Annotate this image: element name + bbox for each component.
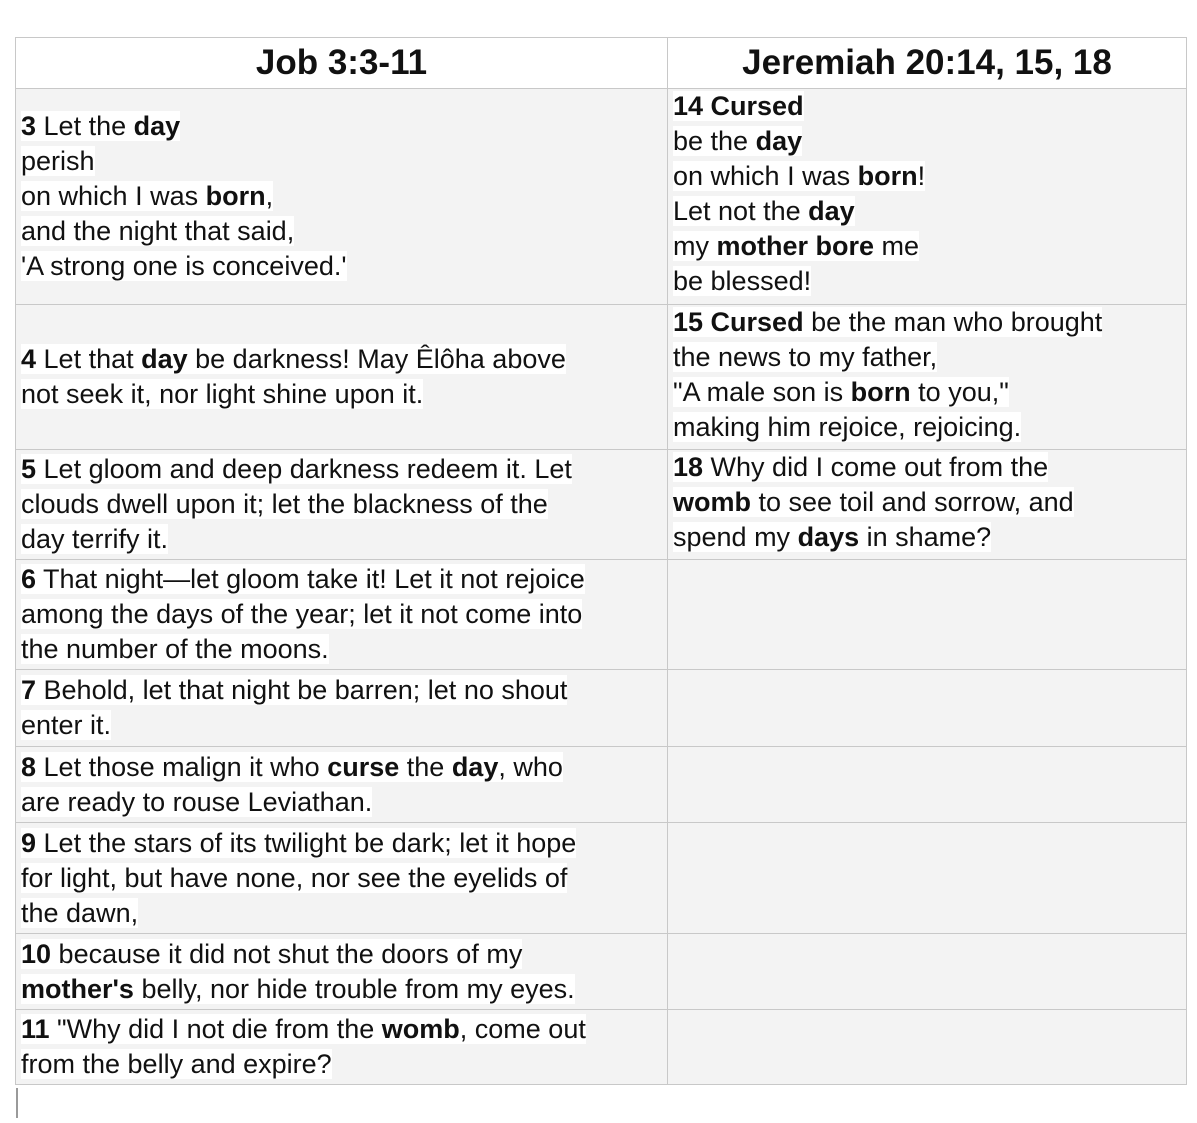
verse-line xyxy=(673,89,1181,124)
cell-jeremiah-verse[interactable] xyxy=(668,450,1187,560)
emphasized-word: 3 xyxy=(21,111,37,141)
verse-text: "Why did I not die from the xyxy=(49,1014,382,1044)
table-row xyxy=(16,670,1187,747)
header-job[interactable]: Job 3:3-11 xyxy=(16,38,668,89)
verse-line xyxy=(673,340,1181,375)
verse-line xyxy=(21,826,662,861)
emphasized-word: day xyxy=(755,126,803,156)
verse-line-text xyxy=(21,454,572,484)
emphasized-word: 8 xyxy=(21,751,37,782)
verse-text: the xyxy=(399,751,452,782)
verse-line xyxy=(21,214,662,249)
verse-text: on which I was xyxy=(673,161,858,191)
verse-line-text xyxy=(21,898,138,928)
verse-line-text xyxy=(673,266,811,296)
emphasized-word: 11 xyxy=(21,1014,50,1044)
cell-job-verse[interactable] xyxy=(16,934,668,1010)
verse-line xyxy=(21,1047,662,1082)
cell-jeremiah-verse[interactable] xyxy=(668,670,1187,747)
header-row xyxy=(16,38,1187,89)
verse-text: the dawn, xyxy=(21,897,139,928)
verse-line-text xyxy=(21,710,111,740)
cell-job-verse[interactable] xyxy=(16,305,668,450)
verse-line-text xyxy=(673,91,804,121)
verse-text: because it did not shut the doors of my xyxy=(51,938,523,969)
verse-line xyxy=(21,972,662,1007)
verse-line-text xyxy=(673,161,925,191)
emphasized-word: 10 xyxy=(21,938,52,969)
verse-line-text xyxy=(673,487,1074,517)
table-row xyxy=(16,1010,1187,1085)
verse-line xyxy=(21,597,662,632)
verse-line-text xyxy=(21,146,95,176)
verse-line xyxy=(673,159,1181,194)
cell-job-verse[interactable] xyxy=(16,89,668,305)
table-row xyxy=(16,934,1187,1010)
verse-line-text xyxy=(673,307,1102,337)
verse-line-text xyxy=(21,675,567,705)
verse-line xyxy=(21,144,662,179)
verse-line xyxy=(21,249,662,284)
verse-line-text xyxy=(21,939,522,969)
verse-line xyxy=(21,487,662,522)
emphasized-word: born xyxy=(857,161,918,191)
verse-line-text xyxy=(673,196,855,226)
verse-line-text xyxy=(21,251,347,281)
verse-line-text xyxy=(21,828,576,858)
verse-line-text xyxy=(21,344,566,374)
verse-line-text xyxy=(673,452,1048,482)
verse-line-text xyxy=(21,489,548,519)
verse-line xyxy=(21,937,662,972)
verse-text: Let those malign it who xyxy=(36,751,328,782)
cell-job-verse[interactable] xyxy=(16,823,668,934)
verse-text: Let that xyxy=(36,344,142,374)
verse-text: not seek it, nor light shine upon it. xyxy=(21,379,424,409)
cell-jeremiah-verse[interactable] xyxy=(668,747,1187,823)
emphasized-word: 5 xyxy=(21,454,37,484)
verse-line xyxy=(21,673,662,708)
verse-text: Let the stars of its twilight be dark; let it hope xyxy=(36,827,577,858)
verse-line xyxy=(21,632,662,667)
verse-text: and the night that said, xyxy=(21,216,295,246)
emphasized-word: 6 xyxy=(21,564,37,594)
verse-line xyxy=(673,194,1181,229)
verse-line xyxy=(673,264,1181,299)
verse-line-text xyxy=(21,974,575,1004)
emphasized-word: born xyxy=(850,377,911,407)
verse-line xyxy=(673,520,1181,555)
verse-text: Behold, let that night be barren; let no shout xyxy=(36,675,568,705)
verse-line xyxy=(21,179,662,214)
emphasized-word: 7 xyxy=(21,675,37,705)
verse-text: , xyxy=(265,181,274,211)
verse-text: 'A strong one is conceived.' xyxy=(21,251,347,281)
verse-line xyxy=(673,485,1181,520)
verse-line xyxy=(21,342,662,377)
verse-text: me xyxy=(874,231,920,261)
cell-job-verse[interactable] xyxy=(16,747,668,823)
verse-line-text xyxy=(673,342,937,372)
verse-text: be blessed! xyxy=(673,266,812,296)
verse-text: among the days of the year; let it not come into xyxy=(21,599,583,629)
verse-line xyxy=(673,410,1181,445)
verse-text: the news to my father, xyxy=(673,342,938,372)
verse-line-text xyxy=(21,599,582,629)
verse-line xyxy=(673,450,1181,485)
emphasized-word: womb xyxy=(381,1014,460,1044)
cell-jeremiah-verse[interactable] xyxy=(668,305,1187,450)
verse-text: Let the xyxy=(36,111,134,141)
verse-line xyxy=(21,750,662,785)
cell-jeremiah-verse[interactable] xyxy=(668,1010,1187,1085)
verse-text: day terrify it. xyxy=(21,524,169,554)
verse-text: for light, but have none, nor see the eyelids of xyxy=(21,862,568,893)
emphasized-word: born xyxy=(205,181,266,211)
verse-text: That night—let gloom take it! Let it not rejoice xyxy=(36,564,585,594)
verse-text: my xyxy=(673,231,717,261)
verse-text: be the xyxy=(673,126,756,156)
cell-jeremiah-verse[interactable] xyxy=(668,89,1187,305)
verse-text: to see toil and sorrow, and xyxy=(751,487,1074,517)
verse-text: perish xyxy=(21,146,95,176)
verse-line xyxy=(21,1012,662,1047)
verse-line-text xyxy=(21,787,372,817)
verse-text: belly, nor hide trouble from my eyes. xyxy=(133,973,575,1004)
verse-line-text xyxy=(21,634,329,664)
emphasized-word: day xyxy=(133,111,181,141)
verse-text: , come out xyxy=(459,1014,586,1044)
table-row xyxy=(16,305,1187,450)
verse-line xyxy=(673,229,1181,264)
emphasized-word: mother bore xyxy=(716,231,875,261)
verse-text: from the belly and expire? xyxy=(21,1049,332,1079)
verse-text: spend my xyxy=(673,522,798,552)
verse-line xyxy=(673,124,1181,159)
verse-line-text xyxy=(21,1014,586,1044)
verse-line xyxy=(21,522,662,557)
verse-line xyxy=(21,708,662,743)
verse-line xyxy=(673,305,1181,340)
verse-text: clouds dwell upon it; let the blackness of the xyxy=(21,489,548,519)
table-row xyxy=(16,89,1187,305)
verse-line-text xyxy=(21,564,585,594)
verse-line-text xyxy=(673,522,991,552)
verse-text: Let not the xyxy=(673,196,809,226)
verse-text: to you," xyxy=(910,377,1009,407)
verse-line-text xyxy=(21,111,180,141)
verse-line-text xyxy=(21,524,168,554)
cell-job-verse[interactable] xyxy=(16,1010,668,1085)
verse-line-text xyxy=(21,863,567,893)
verse-line-text xyxy=(673,231,919,261)
verse-line-text xyxy=(673,412,1021,442)
verse-text: in shame? xyxy=(859,522,992,552)
verse-text: be darkness! May Êlôha above xyxy=(187,344,566,374)
emphasized-word: days xyxy=(797,522,860,552)
verse-text: "A male son is xyxy=(673,377,851,407)
verse-line-text xyxy=(21,181,273,211)
verse-text: Why did I come out from the xyxy=(703,452,1049,482)
verse-line-text xyxy=(21,379,423,409)
cell-job-verse[interactable] xyxy=(16,560,668,670)
table-row xyxy=(16,747,1187,823)
verse-text: are ready to rouse Leviathan. xyxy=(21,786,373,817)
verse-line xyxy=(21,785,662,820)
verse-line xyxy=(21,109,662,144)
verse-line xyxy=(673,375,1181,410)
verse-line-text xyxy=(21,216,294,246)
emphasized-word: curse xyxy=(327,751,400,782)
header-jeremiah[interactable]: Jeremiah 20:14, 15, 18 xyxy=(668,38,1187,89)
table-row xyxy=(16,450,1187,560)
verse-line-text xyxy=(673,126,802,156)
emphasized-word: 4 xyxy=(21,344,37,374)
comparison-table xyxy=(15,37,1187,1085)
cell-jeremiah-verse[interactable] xyxy=(668,560,1187,670)
verse-text: be the man who brought xyxy=(803,307,1103,337)
verse-text: ! xyxy=(917,161,926,191)
cell-job-verse[interactable] xyxy=(16,450,668,560)
verse-text: Let gloom and deep darkness redeem it. Let xyxy=(36,454,572,484)
table-row xyxy=(16,823,1187,934)
emphasized-word: mother's xyxy=(21,973,134,1004)
verse-text: , who xyxy=(498,751,563,782)
emphasized-word: 9 xyxy=(21,827,37,858)
emphasized-word: 14 Cursed xyxy=(673,91,804,121)
verse-text: the number of the moons. xyxy=(21,634,329,664)
verse-line xyxy=(21,377,662,412)
table-body xyxy=(16,89,1187,1085)
verse-line-text xyxy=(21,1049,332,1079)
verse-line-text xyxy=(21,752,563,782)
cell-job-verse[interactable] xyxy=(16,670,668,747)
text-cursor xyxy=(16,1088,18,1118)
emphasized-word: day xyxy=(808,196,855,226)
verse-text: enter it. xyxy=(21,710,112,740)
cell-jeremiah-verse[interactable] xyxy=(668,823,1187,934)
emphasized-word: day xyxy=(451,751,499,782)
verse-text: on which I was xyxy=(21,181,206,211)
cell-jeremiah-verse[interactable] xyxy=(668,934,1187,1010)
emphasized-word: day xyxy=(141,344,188,374)
verse-line xyxy=(21,861,662,896)
emphasized-word: 15 Cursed xyxy=(673,307,804,337)
emphasized-word: womb xyxy=(673,487,751,517)
emphasized-word: 18 xyxy=(673,452,704,482)
verse-text: making him rejoice, rejoicing. xyxy=(673,412,1022,442)
verse-line xyxy=(21,562,662,597)
verse-line xyxy=(21,452,662,487)
verse-line xyxy=(21,896,662,931)
table-row xyxy=(16,560,1187,670)
verse-line-text xyxy=(673,377,1009,407)
